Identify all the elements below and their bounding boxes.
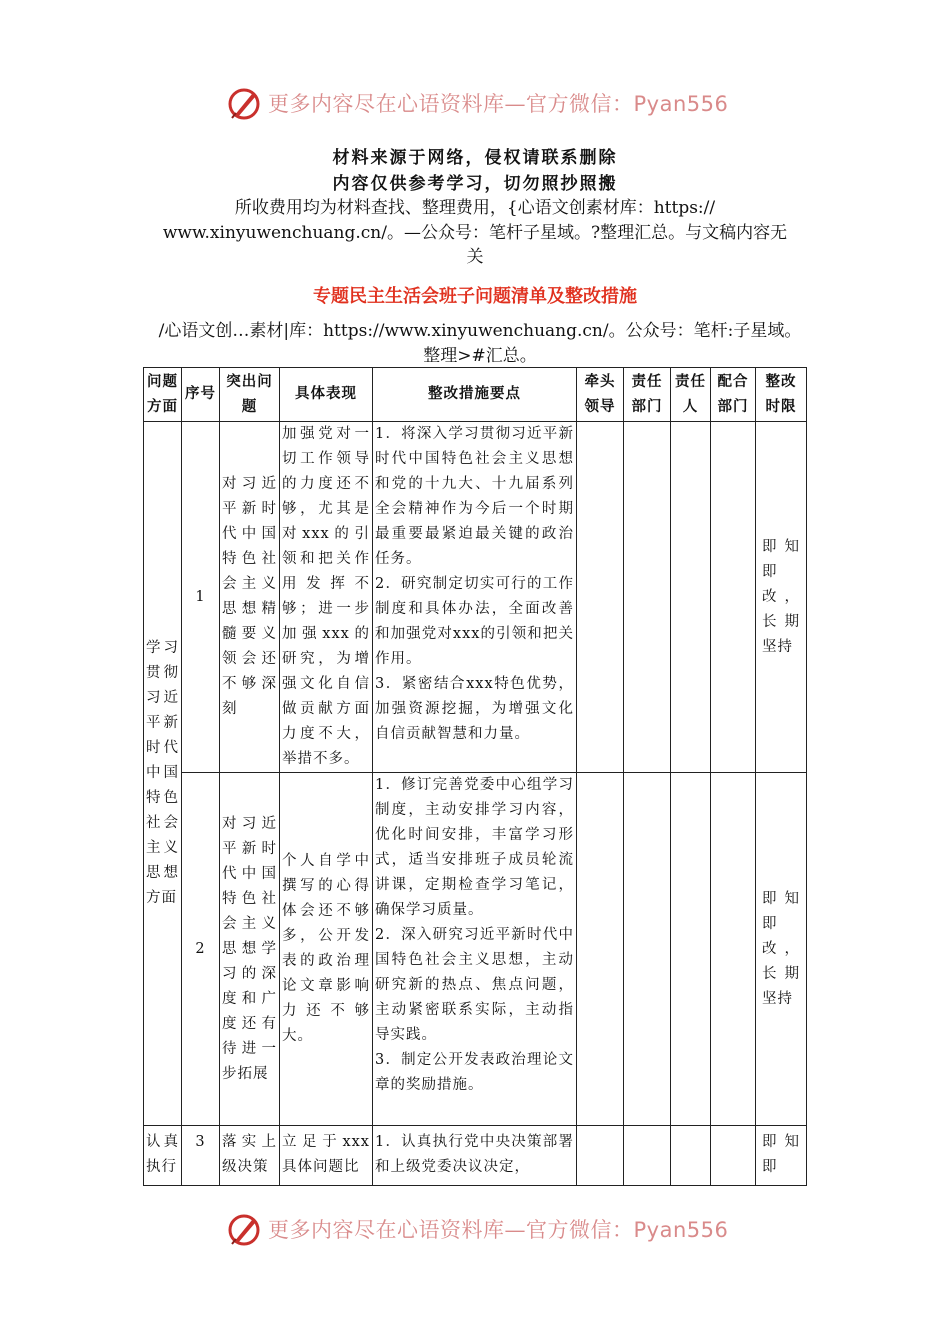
- person-cell: [671, 422, 711, 773]
- table-row: [144, 1126, 807, 1186]
- seq-cell: 3: [182, 1126, 220, 1186]
- fee-line-2: www.xinyuwenchuang.cn/。—公众号：笔杆子星域。?整理汇总。与文稿内容无: [162, 223, 788, 243]
- notice-line-1: 材料来源于网络，侵权请联系删除: [332, 148, 618, 168]
- table-row: [144, 773, 807, 1126]
- header-person: 责任人: [671, 368, 711, 422]
- document-title: 专题民主生活会班子问题清单及整改措施: [313, 286, 637, 307]
- header-seq: 序号: [182, 368, 220, 422]
- header-coop: 配合部门: [711, 368, 756, 422]
- detail-cell: 立足于xxx具体问题比: [280, 1126, 373, 1186]
- source-line-1: /心语文创…素材|库：https://www.xinyuwenchuang.cn/。公众号：笔杆:子星域。: [158, 321, 802, 341]
- banner-wechat: Pyan556: [633, 92, 729, 116]
- header-detail: 具体表现: [280, 368, 373, 422]
- detail-cell: 个人自学中撰写的心得体会还不够多，公开发表的政治理论文章影响力还不够大。: [280, 773, 373, 1126]
- lead-cell: [577, 422, 624, 773]
- seq-cell: 1: [182, 422, 220, 773]
- lead-cell: [577, 773, 624, 1126]
- issue-cell: 对习近平新时代中国特色社会主义思想学习的深度和广度还有待进一步拓展: [220, 773, 280, 1126]
- dept-cell: [624, 422, 671, 773]
- seq-cell: 2: [182, 773, 220, 1126]
- fee-line-1: 所收费用均为材料查找、整理费用，{心语文创素材库：https://: [234, 198, 716, 218]
- quill-pen-circle-icon: [226, 1212, 262, 1248]
- fee-line-3: 关: [466, 247, 484, 267]
- header-dept: 责任部门: [624, 368, 671, 422]
- person-cell: [671, 1126, 711, 1186]
- header-deadline: 整改时限: [756, 368, 807, 422]
- table-header-row: [144, 368, 807, 422]
- header-aspect: 问题方面: [144, 368, 182, 422]
- notice-line-2: 内容仅供参考学习，切勿照抄照搬: [332, 174, 618, 194]
- source-line-2: 整理>#汇总。: [423, 346, 537, 366]
- aspect-cell: 学习贯彻习近平新时代中国特色社会主义思想方面: [144, 422, 182, 1126]
- person-cell: [671, 773, 711, 1126]
- banner-wechat: Pyan556: [633, 1218, 729, 1242]
- header-lead: 牵头领导: [577, 368, 624, 422]
- banner-text: 更多内容尽在心语资料库—官方微信：Pyan556: [268, 1218, 729, 1242]
- header-issue: 突出问题: [220, 368, 280, 422]
- footer-banner: [0, 1210, 950, 1250]
- lead-cell: [577, 1126, 624, 1186]
- coop-cell: [711, 1126, 756, 1186]
- issue-table: [143, 367, 807, 1186]
- issue-cell: 落实上级决策: [220, 1126, 280, 1186]
- aspect-cell: 认真执行: [144, 1126, 182, 1186]
- issue-cell: 对习近平新时代中国特色社会主义思想精髓要义领会还不够深刻: [220, 422, 280, 773]
- measures-cell: 1．将深入学习贯彻习近平新时代中国特色社会主义思想和党的十九大、十九届系列全会精神作为今后一个时期最重要最紧迫最关键的政治任务。 2．研究制定切实可行的工作制度和具体办法，全面改善和加强党对xxx的引领和把关作用。 3．紧密结合xxx特色优势，加强资源挖掘，为增强文化自信贡献智慧和力量。: [373, 422, 577, 773]
- coop-cell: [711, 422, 756, 773]
- deadline-cell: 即知即改，长期坚持: [756, 773, 807, 1126]
- table-row: [144, 422, 807, 773]
- measures-cell: 1．认真执行党中央决策部署和上级党委决议决定，: [373, 1126, 577, 1186]
- banner-text: 更多内容尽在心语资料库—官方微信：Pyan556: [268, 92, 729, 116]
- dept-cell: [624, 1126, 671, 1186]
- coop-cell: [711, 773, 756, 1126]
- detail-cell: 加强党对一切工作领导的力度还不够，尤其是对xxx的引领和把关作用发挥不够；进一步加强xxx的研究，为增强文化自信做贡献方面力度不大，举措不多。: [280, 422, 373, 773]
- dept-cell: [624, 773, 671, 1126]
- header-banner: [0, 84, 950, 124]
- deadline-cell: 即知即改，长期坚持: [756, 422, 807, 773]
- quill-pen-circle-icon: [226, 86, 262, 122]
- deadline-cell: 即知即: [756, 1126, 807, 1186]
- measures-cell: 1．修订完善党委中心组学习制度，主动安排学习内容，优化时间安排，丰富学习形式，适当安排班子成员轮流讲课，定期检查学习笔记，确保学习质量。 2．深入研究习近平新时代中国特色社会主义思想，主动研究新的热点、焦点问题，主动紧密联系实际，主动指导实践。 3．制定公开发表政治理论文章的奖励措施。: [373, 773, 577, 1126]
- header-measures: 整改措施要点: [373, 368, 577, 422]
